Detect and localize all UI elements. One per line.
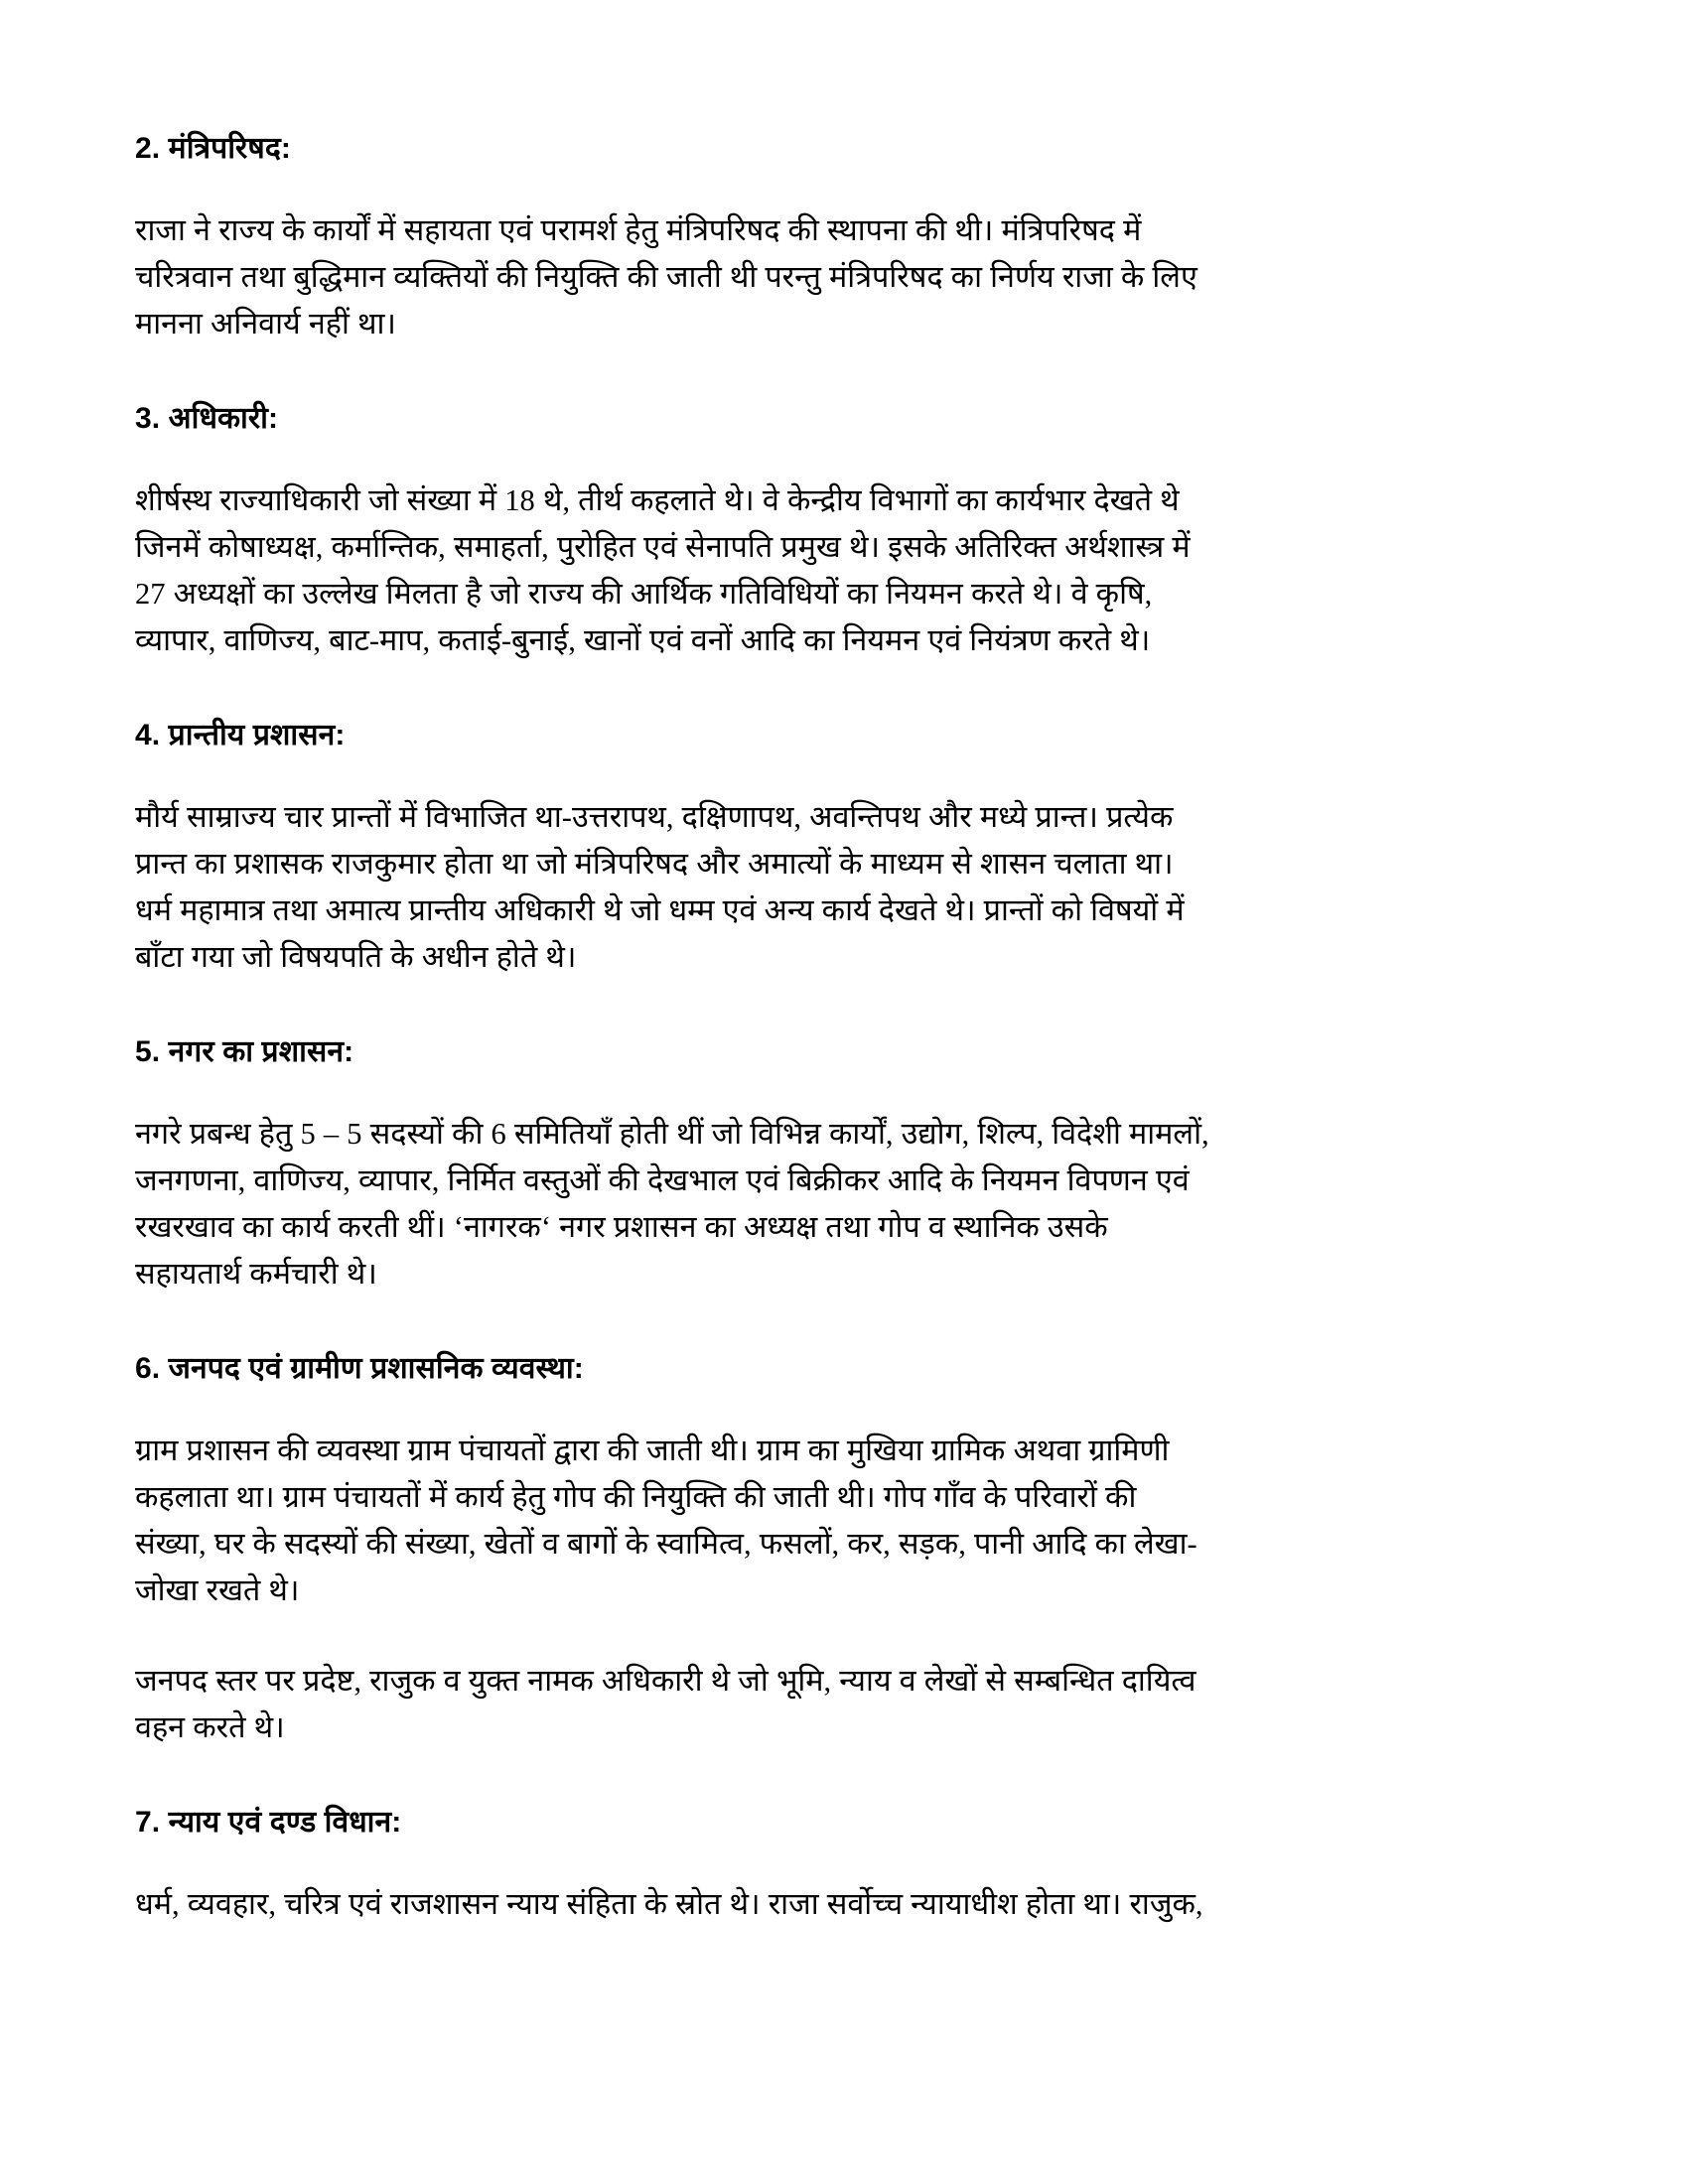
spacer [135,1297,1211,1349]
spacer [135,1751,1211,1803]
document-content-column [135,129,1211,1928]
section-body-adhikari: शीर्षस्थ राज्याधिकारी जो संख्या में 18 थे, तीर्थ कहलाते थे। वे केन्द्रीय विभागों का कार्यभार देखते थे जिनमें कोषाध्यक्ष, कर्मान्तिक, समाहर्ता, पुरोहित एवं सेनापति प्रमुख थे। इसके अतिरिक्त अर्थशास्त्र में 27 अध्यक्षों का उल्लेख मिलता है जो राज्य की आर्थिक गतिविधियों का नियमन करते थे। वे कृषि, व्यापार, वाणिज्य, बाट-माप, कताई-बुनाई, खानों एवं वनों आदि का नियमन एवं नियंत्रण करते थे। [135,483,1191,657]
spacer [135,438,1211,478]
section-body-prantiya-prashasan: मौर्य साम्राज्य चार प्रान्तों में विभाजित था-उत्तरापथ, दक्षिणापथ, अवन्तिपथ और मध्ये प्रान्त। प्रत्येक प्रान्त का प्रशासक राजकुमार होता था जो मंत्रिपरिषद और अमात्यों के माध्यम से शासन चलाता था। धर्म महामात्र तथा अमात्य प्रान्तीय अधिकारी थे जो धम्म एवं अन्य कार्य देखते थे। प्रान्तों को विषयों में बाँटा गया जो विषयपति के अधीन होते थे। [135,800,1185,974]
spacer [135,168,1211,207]
section-body-nagar-ka-prashasan: नगरे प्रबन्ध हेतु 5 – 5 सदस्यों की 6 समितियाँ होती थीं जो विभिन्न कार्यों, उद्योग, शिल्प, विदेशी मामलों, जनगणना, वाणिज्य, व्यापार, निर्मित वस्तुओं की देखभाल एवं बिक्रीकर आदि के नियमन विपणन एवं रखरखाव का कार्य करती थीं। ‘नागरक‘ नगर प्रशासन का अध्यक्ष तथा गोप व स्थानिक उसके सहायतार्थ कर्मचारी थे। [135,1117,1209,1291]
section-heading-prantiya-prashasan: 4. प्रान्तीय प्रशासन: [135,719,346,751]
section-body-janapad-gramin-second: जनपद स्तर पर प्रदेष्ट, राजुक व युक्त नामक अधिकारी थे जो भूमि, न्याय व लेखों से सम्बन्धित दायित्व वहन करते थे। [135,1664,1196,1744]
spacer [135,981,1211,1032]
spacer [135,1388,1211,1428]
spacer [135,347,1211,399]
section-body-nyay-dand-vidhan: धर्म, व्यवहार, चरित्र एवं राजशासन न्याय संहिता के स्रोत थे। राजा सर्वोच्च न्यायाधीश होता था। राजुक, [135,1887,1203,1921]
spacer [135,1071,1211,1111]
section-heading-nagar-ka-prashasan: 5. नगर का प्रशासन: [135,1035,354,1068]
section-heading-adhikari: 3. अधिकारी: [135,402,279,435]
section-body-janapad-gramin-first: ग्राम प्रशासन की व्यवस्था ग्राम पंचायतों द्वारा की जाती थी। ग्राम का मुखिया ग्रामिक अथवा ग्रामिणी कहलाता था। ग्राम पंचायतों में कार्य हेतु गोप की नियुक्ति की जाती थी। गोप गाँव के परिवारों की संख्या, घर के सदस्यों की संख्या, खेतों व बागों के स्वामित्व, फसलों, कर, सड़क, पानी आदि का लेखा-जोखा रखते थे। [135,1433,1197,1607]
spacer [135,754,1211,794]
spacer [135,1842,1211,1881]
spacer [135,1614,1211,1658]
section-heading-janapad-gramin: 6. जनपद एवं ग्रामीण प्रशासनिक व्यवस्था: [135,1352,584,1385]
section-heading-mantriparishad: 2. मंत्रिपरिषद: [135,132,291,165]
section-heading-nyay-dand-vidhan: 7. न्याय एवं दण्ड विधान: [135,1806,402,1839]
section-body-mantriparishad: राजा ने राज्य के कार्यों में सहायता एवं परामर्श हेतु मंत्रिपरिषद की स्थापना की थी। मंत्रिपरिषद में चरित्रवान तथा बुद्धिमान व्यक्तियों की नियुक्ति की जाती थी परन्तु मंत्रिपरिषद का निर्णय राजा के लिए मानना अनिवार्य नहीं था। [135,213,1197,341]
spacer [135,664,1211,716]
